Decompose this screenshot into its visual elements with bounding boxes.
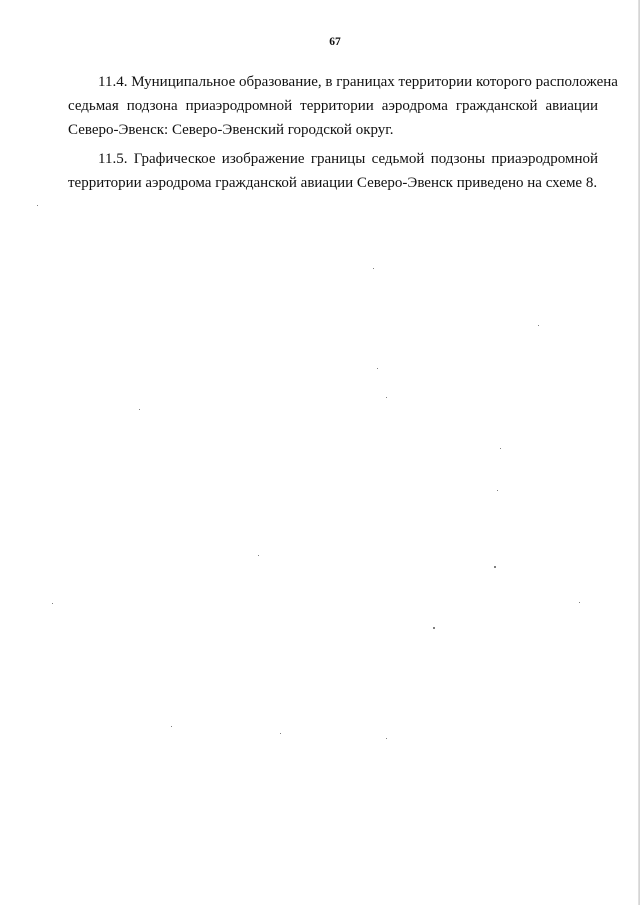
- paragraph-line: 11.4. Муниципальное образование, в границах территории которого расположена: [98, 74, 618, 90]
- paragraph-11-4: [68, 70, 618, 142]
- scan-speck: [538, 325, 539, 326]
- scan-speck: [373, 268, 374, 269]
- paragraph-line: Северо-Эвенск: Северо-Эвенский городской округ.: [68, 122, 394, 138]
- scan-speck: [37, 205, 38, 206]
- page-number: 67: [329, 36, 341, 48]
- paragraph-11-5: [68, 147, 598, 195]
- scan-speck: [500, 448, 501, 449]
- scan-speck: [433, 627, 435, 629]
- paragraph-line: седьмая подзона приаэродромной территории аэродрома гражданской авиации: [68, 98, 598, 114]
- scan-speck: [386, 738, 387, 739]
- scan-speck: [494, 566, 496, 568]
- scan-speck: [377, 368, 378, 369]
- scan-speck: [386, 397, 387, 398]
- paragraph-line: территории аэродрома гражданской авиации Северо-Эвенск приведено на схеме 8.: [68, 175, 598, 191]
- scan-speck: [280, 733, 281, 734]
- scan-speck: [139, 409, 140, 410]
- scan-speck: [497, 490, 498, 491]
- scan-speck: [171, 726, 172, 727]
- scan-speck: [579, 602, 580, 603]
- paragraph-line: 11.5. Графическое изображение границы седьмой подзоны приаэродромной: [98, 151, 598, 167]
- scan-speck: [258, 555, 259, 556]
- scan-speck: [52, 603, 53, 604]
